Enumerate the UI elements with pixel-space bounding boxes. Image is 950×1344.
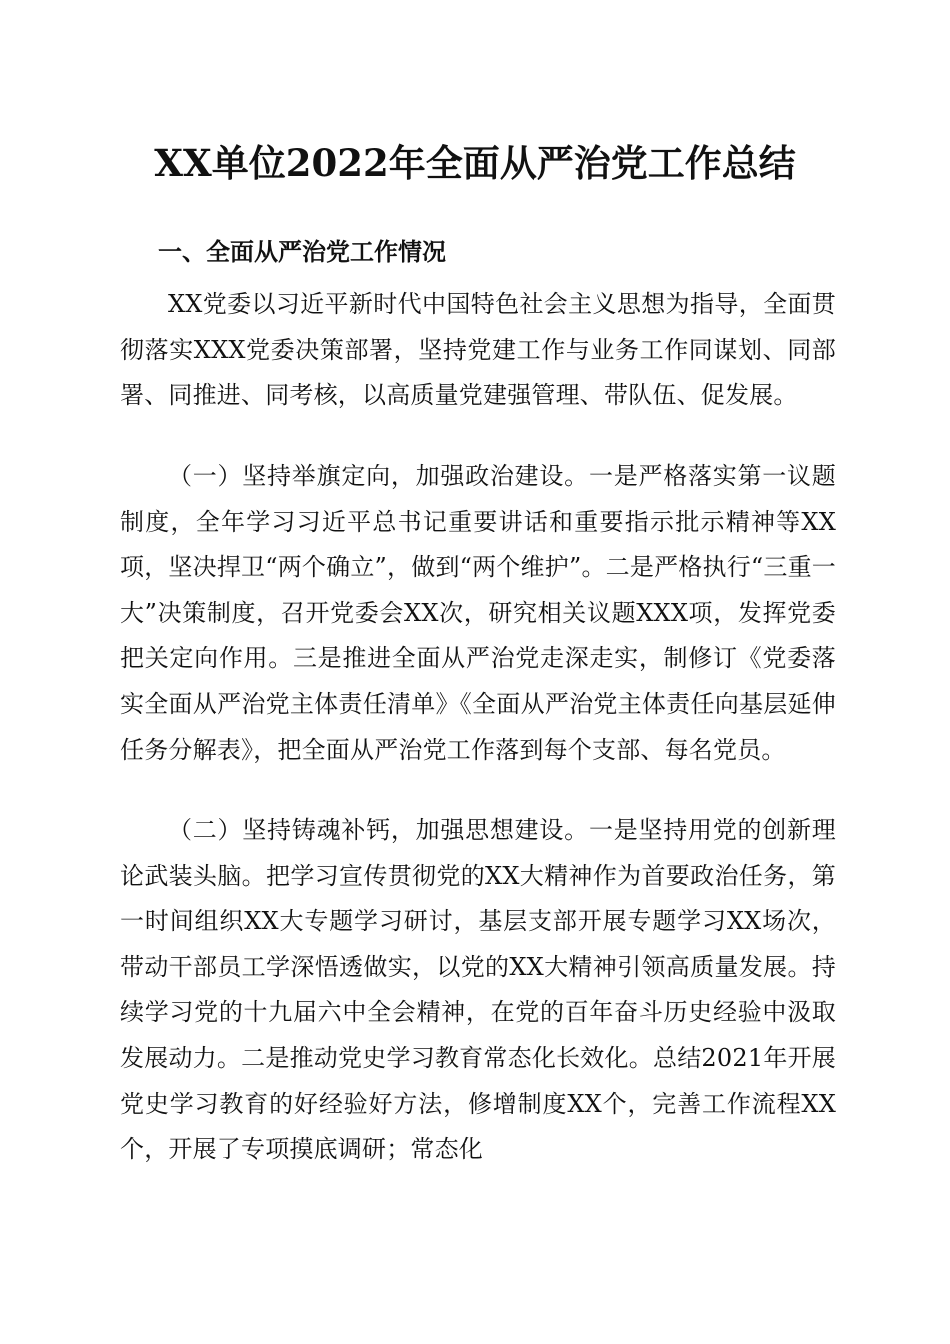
intro-paragraph-text: XX党委以习近平新时代中国特色社会主义思想为指导，全面贯彻落实XXX党委决策部署，坚持党建工作与业务工作同谋划、同部署、同推进、同考核，以高质量党建强管理、带队伍、促发展。 bbox=[120, 290, 836, 410]
document-title: XX单位2022年全面从严治党工作总结 bbox=[154, 141, 796, 185]
paragraph-body: 一是严格落实第一议题制度，全年学习习近平总书记重要讲话和重要指示批示精神等XX项，坚决捍卫“两个确立”，做到“两个维护”。二是严格执行“三重一大”决策制度，召开党委会XX次，研究相关议题XXX项，发挥党委把关定向作用。三是推进全面从严治党走深走实，制修订《党委落实全面从严治党主体责任清单》《全面从严治党主体责任向基层延伸任务分解表》，把全面从严治党工作落到每个支部、每名党员。 bbox=[120, 462, 837, 764]
paragraph-lead: （一）坚持举旗定向，加强政治建设。 bbox=[168, 462, 589, 490]
section-heading: 一、全面从严治党工作情况 bbox=[158, 238, 446, 266]
paragraph-ideological-construction bbox=[120, 808, 836, 1173]
paragraph-political-construction bbox=[120, 454, 836, 773]
intro-paragraph bbox=[120, 282, 836, 419]
paragraph-body: 一是坚持用党的创新理论武装头脑。把学习宣传贯彻党的XX大精神作为首要政治任务，第一时间组织XX大专题学习研讨，基层支部开展专题学习XX场次，带动干部员工学深悟透做实，以党的XX大精神引领高质量发展。持续学习党的十九届六中全会精神，在党的百年奋斗历史经验中汲取发展动力。二是推动党史学习教育常态化长效化。总结2021年开展党史学习教育的好经验好方法，修增制度XX个，完善工作流程XX个，开展了专项摸底调研；常态化 bbox=[120, 816, 837, 1164]
paragraph-lead: （二）坚持铸魂补钙，加强思想建设。 bbox=[168, 816, 589, 844]
